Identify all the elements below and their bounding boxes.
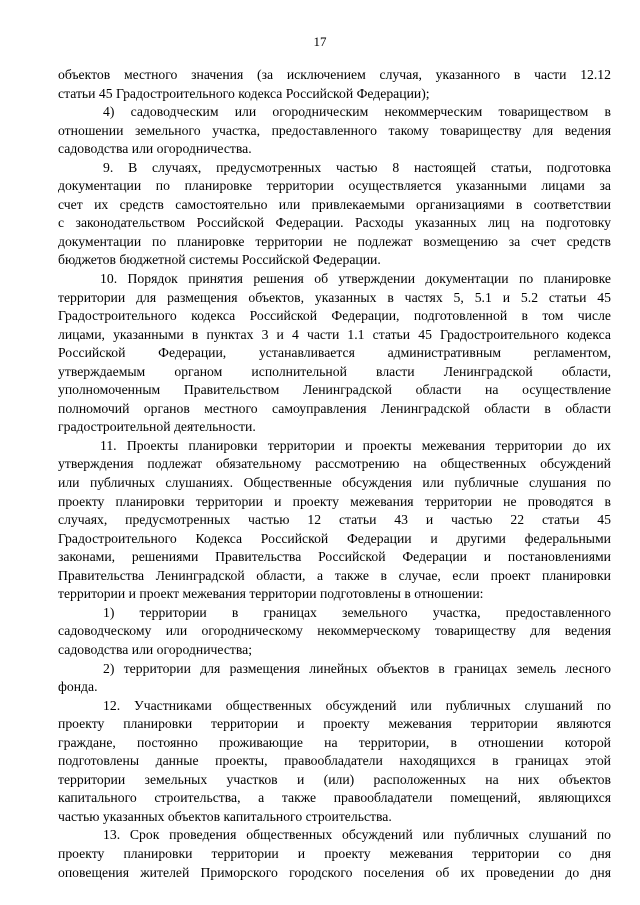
text-line: садоводческому или огородническому некоммерческому товариществу для ведения [58, 623, 611, 639]
text-line: подготовлены данные проекты, правообладатели находящихся в границах этой [58, 753, 611, 769]
text-line: законами, решениями Правительства Российской Федерации и постановлениями [58, 549, 611, 565]
text-line: 4) садоводческим или огородническим некоммерческим товариществом в [103, 104, 611, 120]
text-line: фонда. [58, 679, 98, 695]
text-line: территории для размещения объектов, указанных в частях 5, 5.1 и 5.2 статьи 45 [58, 289, 611, 305]
text-line: проекту планировки территории и проекту межевания территории не проводятся в [58, 493, 611, 509]
text-line: градостроительной деятельности. [58, 419, 256, 435]
text-line: территории и проект межевания территории подготовлены в отношении: [58, 586, 484, 602]
text-line: лицами, указанными в пунктах 3 и 4 части 1.1 статьи 45 Градостроительного кодекса [58, 326, 611, 342]
text-line: объектов местного значения (за исключением случая, указанного в части 12.12 [58, 67, 611, 82]
body-text [58, 66, 611, 882]
text-line: граждане, постоянно проживающие на территории, в отношении которой [58, 734, 611, 750]
text-line: 11. Проекты планировки территории и проекты межевания территории до их [100, 437, 611, 453]
page-number: 17 [313, 34, 327, 49]
text-line: капитального строительства, а также правообладатели помещений, являющихся [58, 790, 611, 806]
text-line: Градостроительного кодекса Российской Федерации, подготовленной в том числе [58, 308, 611, 324]
text-line: или публичных слушаниях. Общественные обсуждения или публичные слушания по [58, 475, 611, 491]
text-line: статьи 45 Градостроительного кодекса Российской Федерации); [58, 85, 430, 101]
text-line: территории земельных участков и (или) расположенных на них объектов [58, 771, 611, 787]
text-line: садоводства или огородничества. [58, 141, 252, 157]
text-line: садоводства или огородничества; [58, 641, 253, 657]
text-line: случаях, предусмотренных частью 12 статьи 43 и частью 22 статьи 45 [58, 512, 611, 528]
text-line: 10. Порядок принятия решения об утверждении документации по планировке [100, 271, 611, 287]
text-line: утверждаемым органом исполнительной власти Ленинградской области, [58, 363, 611, 379]
text-line: проекту планировки территории и проекту межевания территории являются [58, 716, 611, 732]
text-line: 1) территории в границах земельного участка, предоставленного [103, 604, 611, 620]
text-line: 13. Срок проведения общественных обсуждений или публичных слушаний по [103, 827, 611, 843]
text-line: Градостроительного Кодекса Российской Федерации и другими федеральными [58, 530, 611, 546]
text-line: утверждения подлежат обязательному рассмотрению на общественных обсуждений [58, 456, 611, 472]
text-line: проекту планировки территории и проекту межевания территории со дня [58, 845, 611, 861]
text-line: 12. Участниками общественных обсуждений или публичных слушаний по [103, 697, 611, 713]
text-line: документации по планировке территории осуществляется указанными лицами за [58, 178, 611, 194]
text-line: Правительства Ленинградской области, а также в случае, если проект планировки [58, 567, 611, 583]
text-line: полномочий органов местного самоуправления Ленинградской области в области [58, 400, 611, 416]
text-line: уполномоченным Правительством Ленинградской области на осуществление [58, 382, 611, 398]
text-line: 9. В случаях, предусмотренных частью 8 настоящей статьи, подготовка [103, 159, 611, 175]
text-line: с законодательством Российской Федерации. Расходы указанных лиц на подготовку [58, 215, 611, 231]
text-line: Российской Федерации, устанавливается административным регламентом, [58, 345, 611, 361]
text-line: счет их средств самостоятельно или привлекаемыми организациями в соответствии [58, 196, 611, 212]
text-line: 2) территории для размещения линейных объектов в границах земель лесного [103, 660, 611, 676]
text-line: частью указанных объектов капитального строительства. [58, 808, 392, 824]
text-line: документации по планировке территории не подлежат возмещению за счет средств [58, 233, 611, 249]
text-line: оповещения жителей Приморского городского поселения об их проведении до дня [58, 864, 611, 880]
text-line: бюджетов бюджетной системы Российской Федерации. [58, 252, 381, 268]
text-line: отношении земельного участка, предоставленного такому товариществу для ведения [58, 122, 611, 138]
